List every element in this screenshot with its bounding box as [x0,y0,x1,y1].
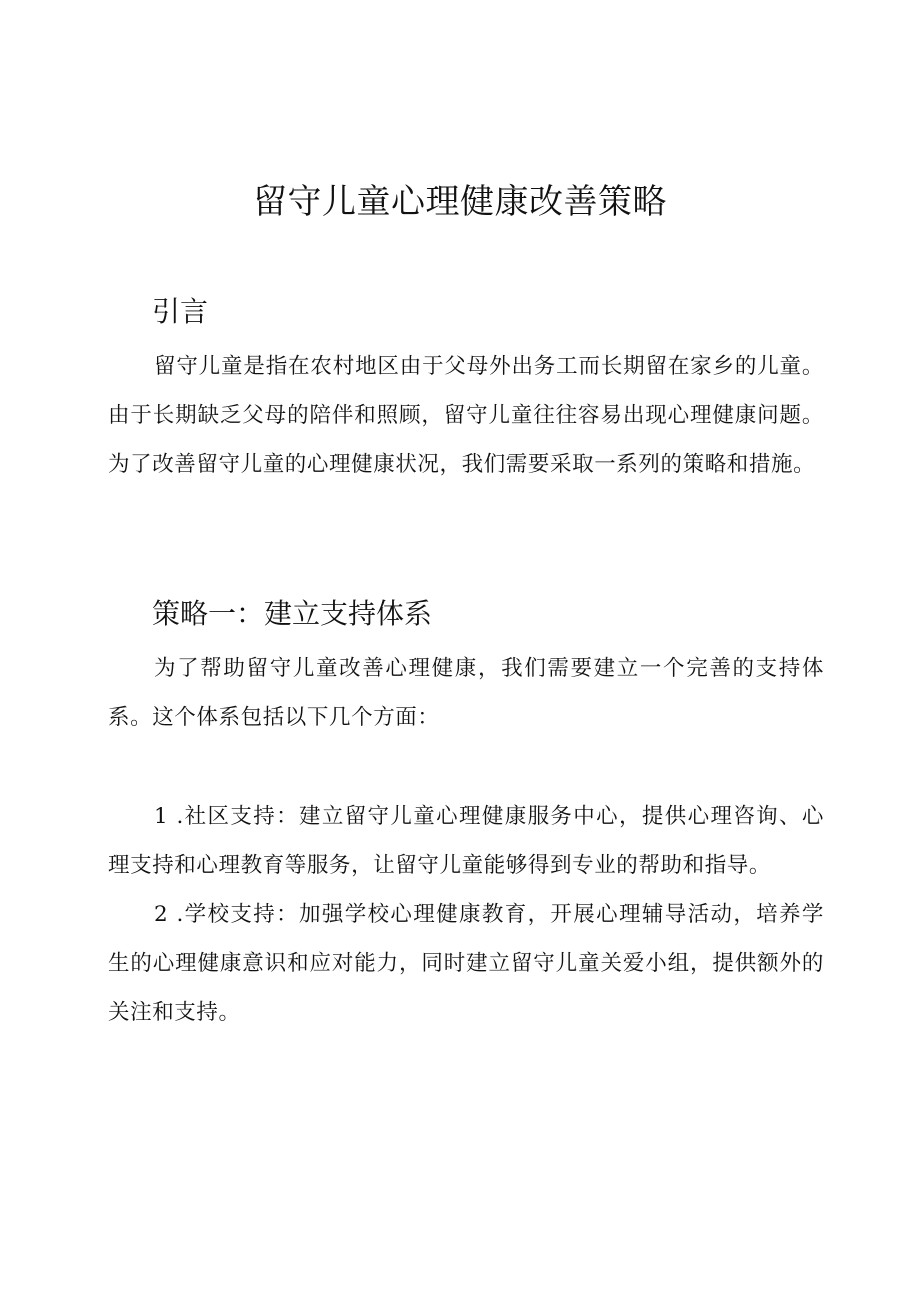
section-heading-strategy-one: 策略一：建立支持体系 [152,597,433,630]
list-item-school-support: 2 .学校支持：加强学校心理健康教育，开展心理辅导活动，培养学生的心理健康意识和应对能力，同时建立留守儿童关爱小组，提供额外的关注和支持。 [108,902,824,1025]
list-item-community-support: 1 .社区支持：建立留守儿童心理健康服务中心，提供心理咨询、心理支持和心理教育等服务，让留守儿童能够得到专业的帮助和指导。 [108,804,824,878]
document-title: 留守儿童心理健康改善策略 [253,182,667,222]
strategy-one-paragraph: 为了帮助留守儿童改善心理健康，我们需要建立一个完善的支持体系。这个体系包括以下几个方面： [108,656,824,730]
intro-paragraph: 留守儿童是指在农村地区由于父母外出务工而长期留在家乡的儿童。由于长期缺乏父母的陪伴和照顾，留守儿童往往容易出现心理健康问题。为了改善留守儿童的心理健康状况，我们需要采取一系列的策略和措施。 [108,354,824,477]
section-heading-intro: 引言 [152,295,209,328]
